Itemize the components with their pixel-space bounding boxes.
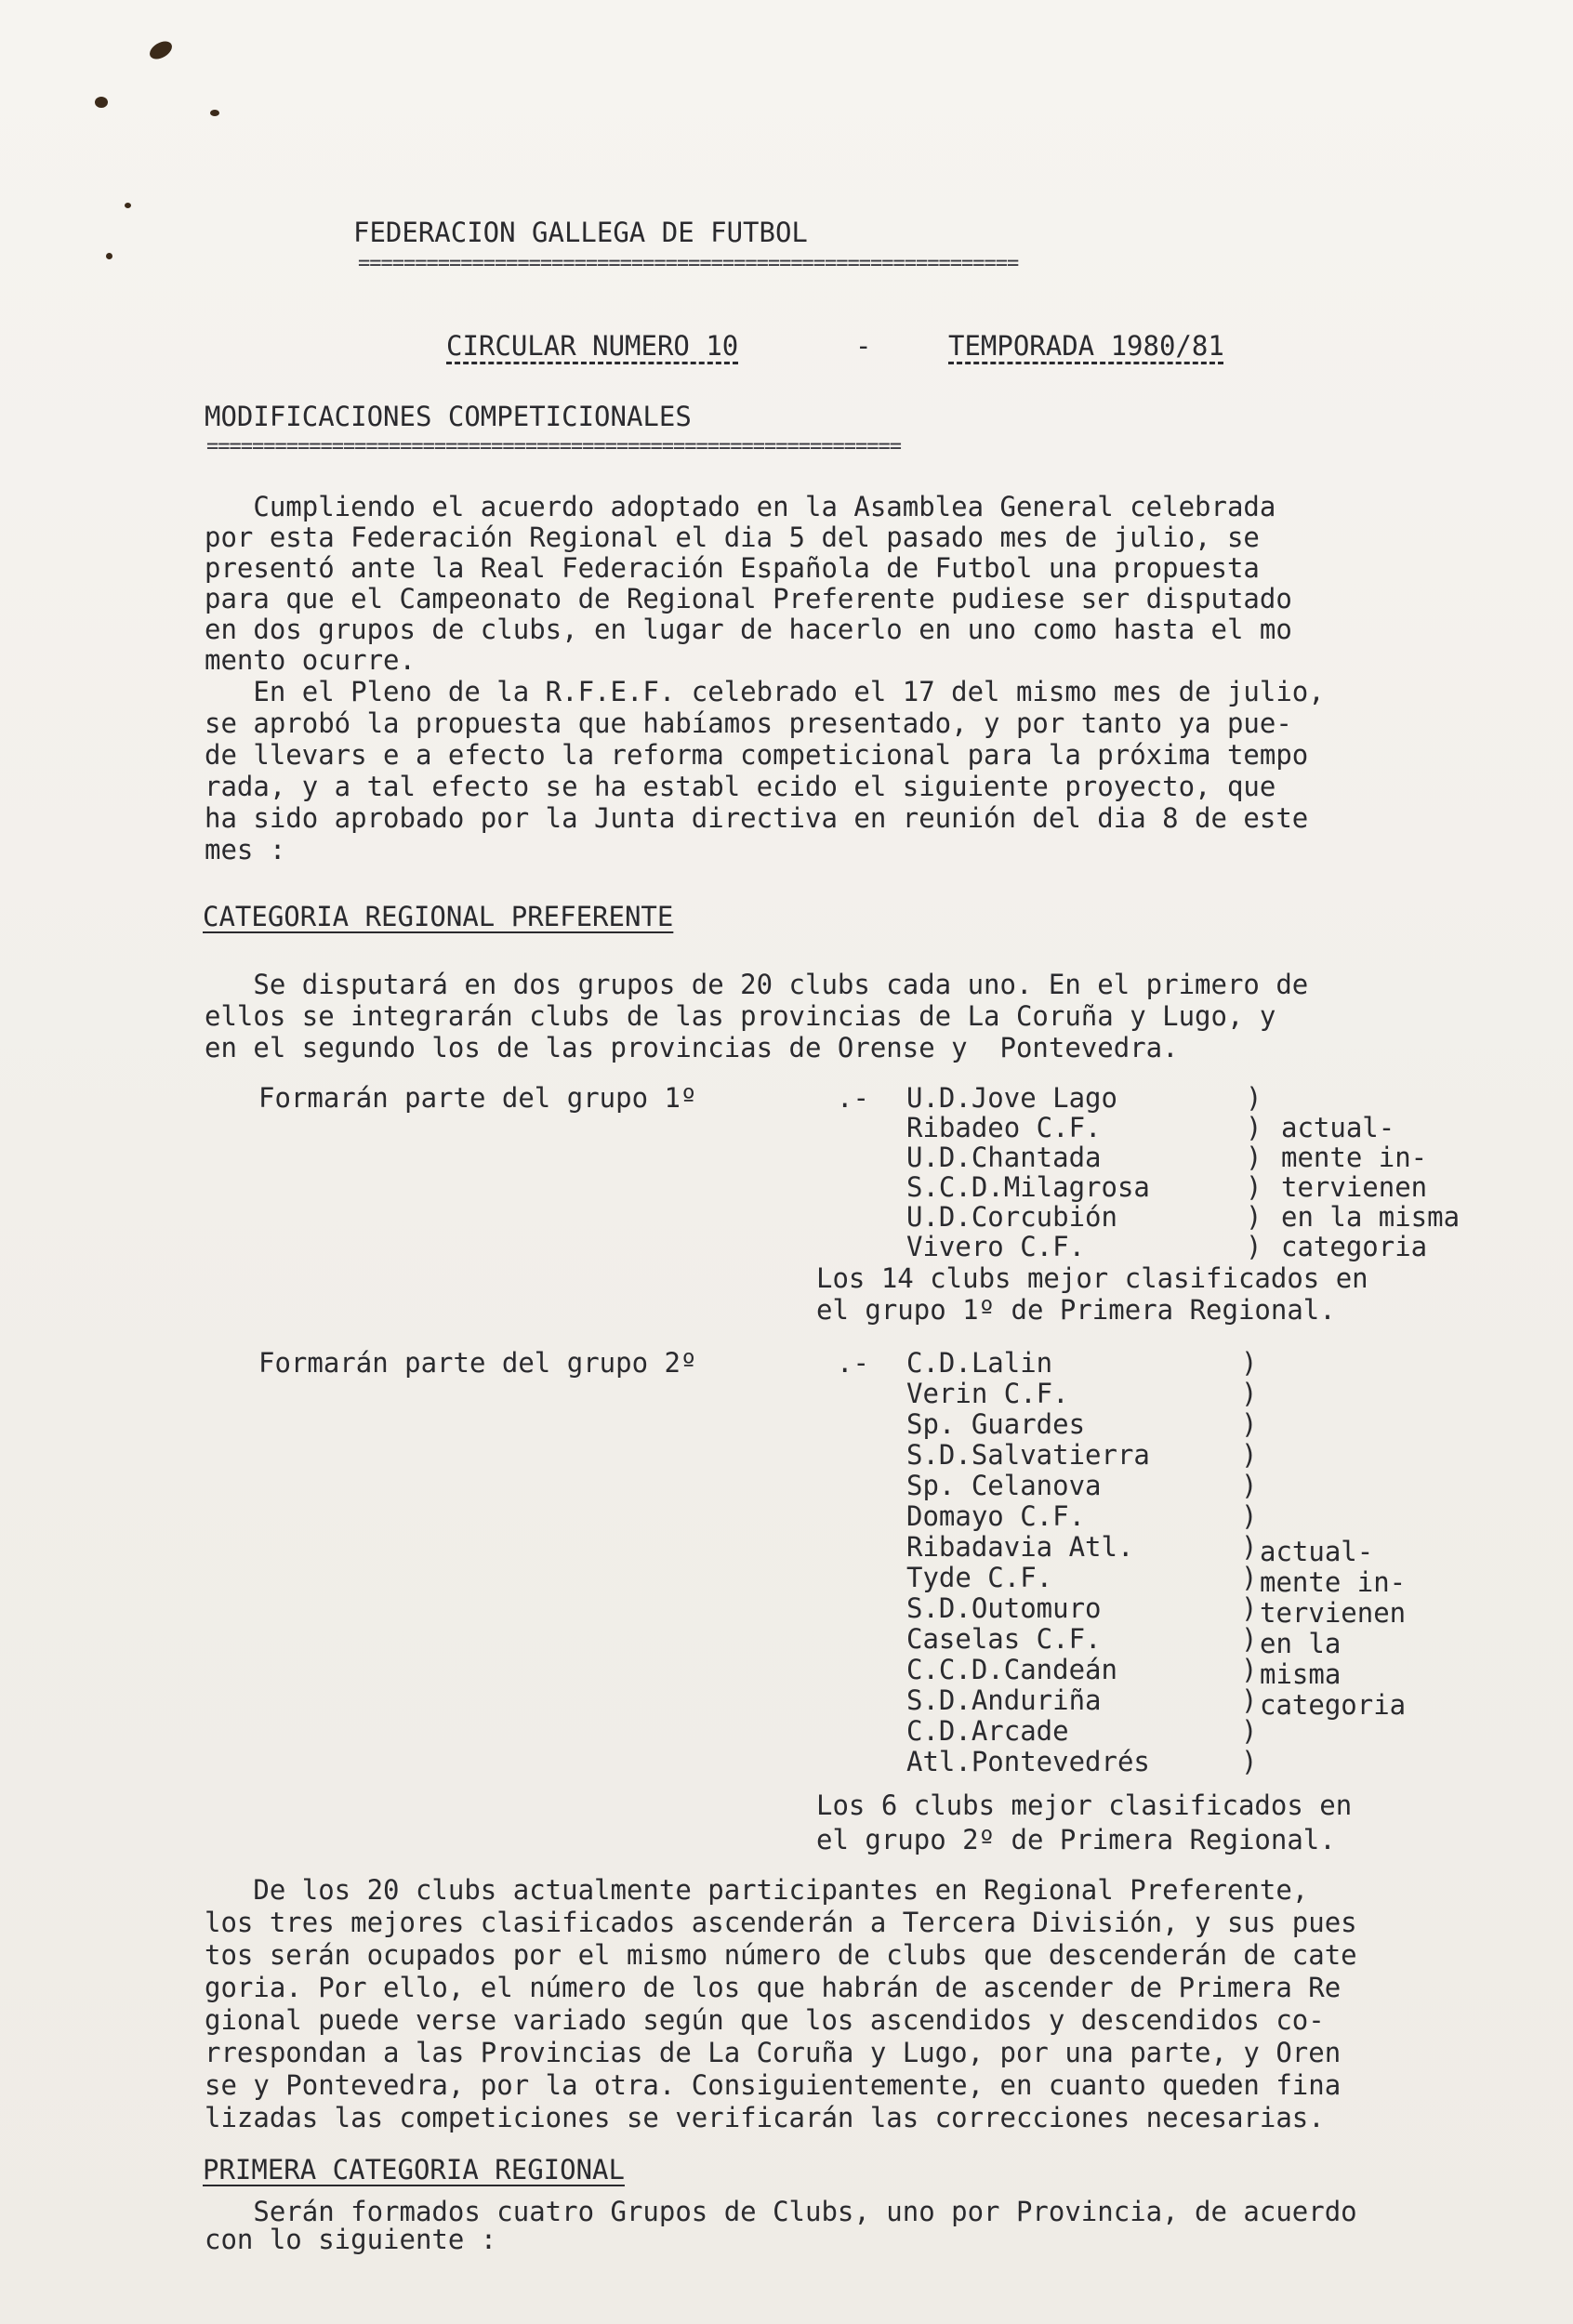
bracket-note: en la (1260, 1628, 1342, 1659)
paragraph-line: En el Pleno de la R.F.E.F. celebrado el 17 del mismo mes de julio, (205, 676, 1325, 707)
group-label: Formarán parte del grupo 1º (258, 1082, 697, 1114)
paragraph-line: con lo siguiente : (205, 2224, 497, 2255)
season: TEMPORADA 1980/81 (948, 330, 1224, 362)
bracket: ) (1241, 1654, 1258, 1685)
paragraph-line: por esta Federación Regional el dia 5 del pasado mes de julio, se (205, 522, 1260, 553)
paragraph-line: ha sido aprobado por la Junta directiva en reunión del dia 8 de este (205, 802, 1309, 834)
bracket: ) (1241, 1470, 1258, 1501)
bracket-note: tervienen (1281, 1171, 1428, 1203)
club-name: C.C.D.Candeán (906, 1654, 1117, 1685)
bracket: ) (1241, 1531, 1258, 1563)
bracket: ) (1246, 1082, 1262, 1114)
paragraph-line: tos serán ocupados por el mismo número de clubs que descenderán de cate (205, 1939, 1357, 1971)
double-underline: ========================================================== (358, 252, 1019, 275)
ink-stain (125, 203, 131, 208)
club-name: U.D.Chantada (906, 1142, 1102, 1173)
club-name: Vivero C.F. (906, 1231, 1086, 1262)
section-title: PRIMERA CATEGORIA REGIONAL (203, 2154, 625, 2185)
paragraph-line: se aprobó la propuesta que habíamos presentado, y por tanto ya pue- (205, 707, 1292, 739)
section-title: MODIFICACIONES COMPETICIONALES (205, 401, 692, 432)
header-dash: - (855, 330, 872, 362)
paragraph-line: goria. Por ello, el número de los que habrán de ascender de Primera Re (205, 1972, 1342, 2003)
group-footer: el grupo 1º de Primera Regional. (816, 1294, 1336, 1326)
double-underline: ============================================================= (206, 435, 901, 458)
bracket: ) (1241, 1562, 1258, 1593)
paragraph-line: Serán formados cuatro Grupos de Clubs, uno por Provincia, de acuerdo (205, 2196, 1357, 2227)
club-name: Ribadavia Atl. (906, 1531, 1134, 1563)
bracket: ) (1246, 1171, 1262, 1203)
bracket: ) (1246, 1231, 1262, 1262)
club-name: Caselas C.F. (906, 1623, 1102, 1655)
bracket: ) (1241, 1408, 1258, 1440)
bracket-note: misma (1260, 1658, 1342, 1690)
bracket-note: actual- (1281, 1112, 1395, 1143)
paragraph-line: ellos se integrarán clubs de las provincias de La Coruña y Lugo, y (205, 1000, 1276, 1032)
bracket-note: categoria (1281, 1231, 1428, 1262)
bracket-note: mente in- (1260, 1566, 1407, 1598)
section-title: CATEGORIA REGIONAL PREFERENTE (203, 901, 674, 932)
club-name: S.D.Outomuro (906, 1592, 1102, 1624)
club-name: S.C.D.Milagrosa (906, 1171, 1150, 1203)
bracket: ) (1241, 1623, 1258, 1655)
bracket-note: tervienen (1260, 1597, 1407, 1629)
bracket-note: actual- (1260, 1536, 1374, 1567)
club-name: Domayo C.F. (906, 1500, 1086, 1532)
paragraph-line: Cumpliendo el acuerdo adoptado en la Asamblea General celebrada (205, 491, 1276, 522)
group-footer: Los 6 clubs mejor clasificados en (816, 1789, 1353, 1821)
paragraph-line: en el segundo los de las provincias de Orense y Pontevedra. (205, 1032, 1179, 1063)
club-name: S.D.Salvatierra (906, 1439, 1150, 1471)
paragraph-line: los tres mejores clasificados ascenderán a Tercera División, y sus pues (205, 1907, 1357, 1938)
bracket-note: mente in- (1281, 1142, 1428, 1173)
club-name: C.D.Lalin (906, 1347, 1053, 1379)
paragraph-line: de llevars e a efecto la reforma competicional para la próxima tempo (205, 739, 1309, 771)
group-label: Formarán parte del grupo 2º (258, 1347, 697, 1379)
club-name: Sp. Celanova (906, 1470, 1102, 1501)
ink-stain (106, 253, 112, 259)
bracket: ) (1246, 1112, 1262, 1143)
bracket-note: categoria (1260, 1689, 1407, 1721)
club-name: Sp. Guardes (906, 1408, 1086, 1440)
club-name: Ribadeo C.F. (906, 1112, 1102, 1143)
paragraph-line: De los 20 clubs actualmente participantes en Regional Preferente, (205, 1874, 1309, 1906)
bracket: ) (1241, 1378, 1258, 1409)
club-name: Verin C.F. (906, 1378, 1069, 1409)
bracket: ) (1246, 1201, 1262, 1233)
group-footer: Los 14 clubs mejor clasificados en (816, 1262, 1368, 1294)
paragraph-line: mes : (205, 834, 286, 865)
bracket: ) (1241, 1592, 1258, 1624)
paragraph-line: en dos grupos de clubs, en lugar de hacerlo en uno como hasta el mo (205, 614, 1292, 645)
group-arrow: .- (837, 1347, 869, 1379)
circular-number: CIRCULAR NUMERO 10 (446, 330, 739, 362)
paragraph-line: se y Pontevedra, por la otra. Consiguientemente, en cuanto queden fina (205, 2069, 1342, 2101)
bracket: ) (1241, 1347, 1258, 1379)
ink-stain (147, 38, 176, 63)
ink-stain (95, 97, 108, 108)
bracket: ) (1246, 1142, 1262, 1173)
group-arrow: .- (837, 1082, 869, 1114)
bracket-note: en la misma (1281, 1201, 1461, 1233)
paragraph-line: gional puede verse variado según que los ascendidos y descendidos co- (205, 2004, 1325, 2036)
org-title: FEDERACION GALLEGA DE FUTBOL (353, 217, 808, 248)
club-name: Tyde C.F. (906, 1562, 1053, 1593)
club-name: C.D.Arcade (906, 1715, 1069, 1747)
paragraph-line: para que el Campeonato de Regional Preferente pudiese ser disputado (205, 583, 1292, 614)
bracket: ) (1241, 1746, 1258, 1777)
paragraph-line: mento ocurre. (205, 644, 416, 676)
group-footer: el grupo 2º de Primera Regional. (816, 1824, 1336, 1855)
club-name: U.D.Corcubión (906, 1201, 1117, 1233)
paragraph-line: Se disputará en dos grupos de 20 clubs cada uno. En el primero de (205, 969, 1309, 1000)
club-name: U.D.Jove Lago (906, 1082, 1117, 1114)
bracket: ) (1241, 1439, 1258, 1471)
paragraph-line: rada, y a tal efecto se ha establ ecido el siguiente proyecto, que (205, 771, 1276, 802)
bracket: ) (1241, 1500, 1258, 1532)
paragraph-line: lizadas las competiciones se verificarán las correcciones necesarias. (205, 2102, 1325, 2133)
paragraph-line: rrespondan a las Provincias de La Coruña y Lugo, por una parte, y Oren (205, 2037, 1342, 2068)
club-name: S.D.Anduriña (906, 1684, 1102, 1716)
bracket: ) (1241, 1715, 1258, 1747)
paragraph-line: presentó ante la Real Federación Española de Futbol una propuesta (205, 552, 1260, 584)
club-name: Atl.Pontevedrés (906, 1746, 1150, 1777)
ink-stain (210, 110, 219, 116)
bracket: ) (1241, 1684, 1258, 1716)
